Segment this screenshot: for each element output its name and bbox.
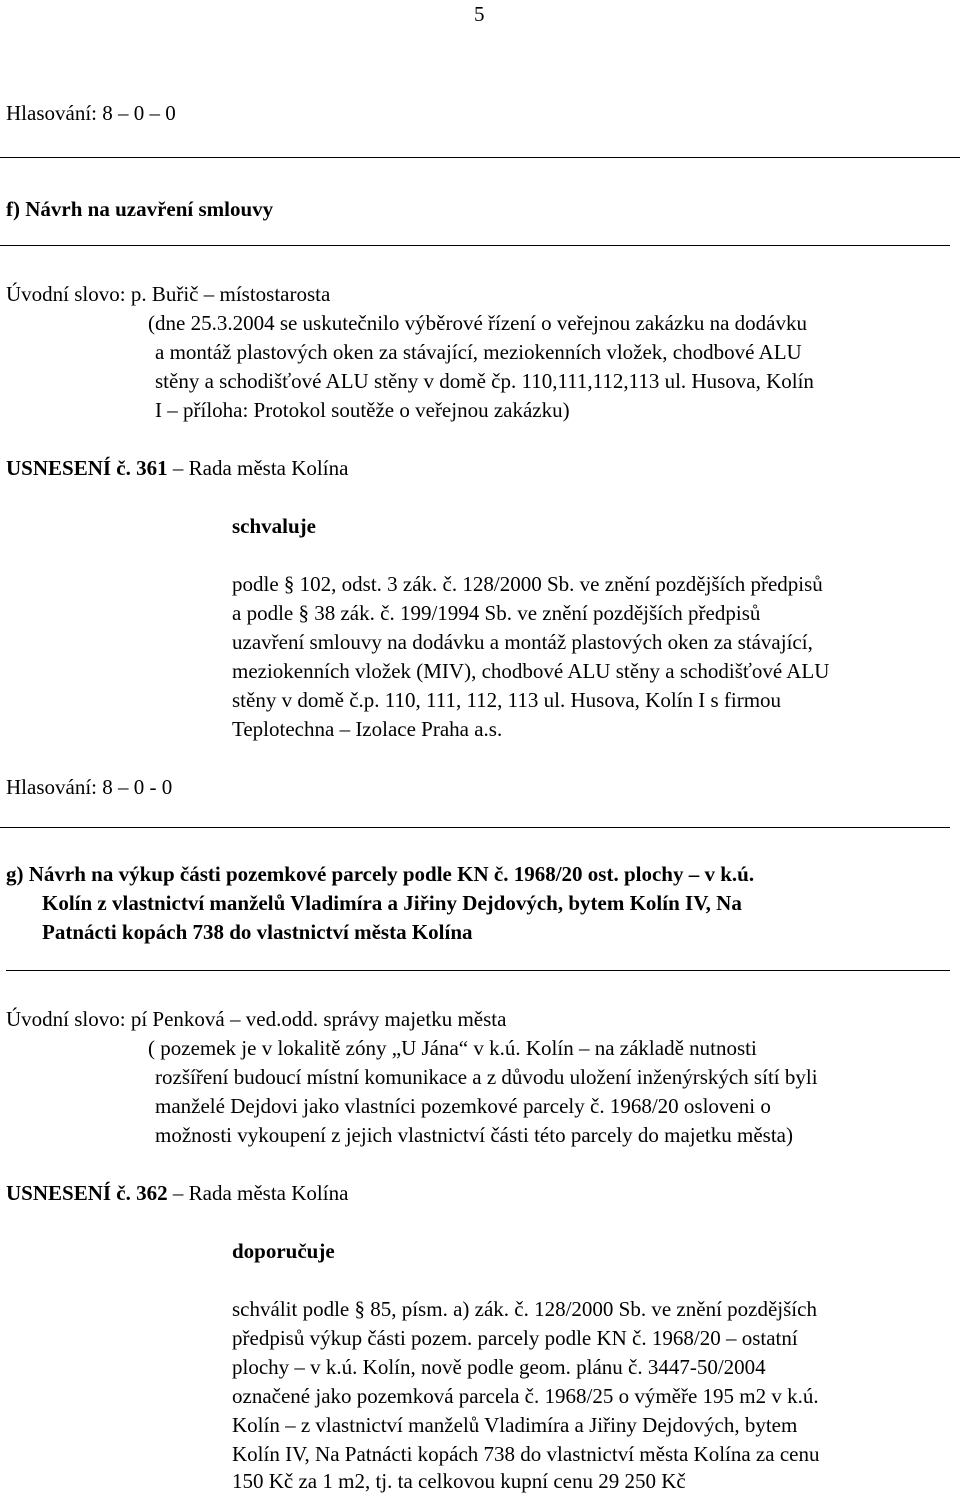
- divider: [0, 157, 960, 158]
- item-f-intro-line: stěny a schodišťové ALU stěny v domě čp. 110,111,112,113 ul. Husova, Kolín: [155, 369, 814, 393]
- resolution-text-line: označené jako pozemková parcela č. 1968/25 o výměře 195 m2 v k.ú.: [232, 1384, 819, 1408]
- item-g-heading-line: Patnácti kopách 738 do vlastnictví města Kolína: [42, 920, 473, 944]
- resolution-text-line: uzavření smlouvy na dodávku a montáž plastových oken za stávající,: [232, 630, 813, 654]
- resolution-text-line: předpisů výkup části pozem. parcely podle KN č. 1968/20 – ostatní: [232, 1326, 798, 1350]
- item-f-intro-line: a montáž plastových oken za stávající, meziokenních vložek, chodbové ALU: [155, 340, 802, 364]
- item-f-intro-line: (dne 25.3.2004 se uskutečnilo výběrové řízení o veřejnou zakázku na dodávku: [148, 311, 807, 335]
- item-g-intro: Úvodní slovo: pí Penková – ved.odd. správy majetku města: [6, 1007, 507, 1031]
- resolution-361: [6, 458, 348, 479]
- resolution-text-line: meziokenních vložek (MIV), chodbové ALU stěny a schodišťové ALU: [232, 659, 830, 683]
- resolution-362: [6, 1183, 348, 1204]
- resolution-text-line: a podle § 38 zák. č. 199/1994 Sb. ve znění pozdějších předpisů: [232, 601, 761, 625]
- vote-result: Hlasování: 8 – 0 – 0: [6, 101, 176, 125]
- item-f-heading: f) Návrh na uzavření smlouvy: [6, 197, 274, 221]
- divider: [0, 245, 950, 246]
- resolution-body: – Rada města Kolína: [172, 1181, 349, 1205]
- resolution-text-line: Teplotechna – Izolace Praha a.s.: [232, 717, 503, 741]
- vote-result: Hlasování: 8 – 0 - 0: [6, 775, 173, 799]
- resolution-text-line: stěny v domě č.p. 110, 111, 112, 113 ul. Husova, Kolín I s firmou: [232, 688, 782, 712]
- item-f-intro-line: I – příloha: Protokol soutěže o veřejnou zakázku): [155, 398, 570, 422]
- resolution-text-line: Kolín – z vlastnictví manželů Vladimíra a Jiřiny Dejdových, bytem: [232, 1413, 798, 1437]
- resolution-verb: schvaluje: [232, 514, 316, 538]
- divider: [0, 827, 950, 828]
- resolution-body: – Rada města Kolína: [172, 456, 349, 480]
- resolution-number: USNESENÍ č. 361: [6, 456, 168, 480]
- item-g-intro-line: ( pozemek je v lokalitě zóny „U Jána“ v k.ú. Kolín – na základě nutnosti: [148, 1036, 757, 1060]
- divider: [6, 970, 950, 971]
- item-g-intro-line: rozšíření budoucí místní komunikace a z důvodu uložení inženýrských sítí byli: [155, 1065, 818, 1089]
- resolution-text-line: 150 Kč za 1 m2, tj. ta celkovou kupní cenu 29 250 Kč: [232, 1469, 686, 1493]
- item-g-heading-line: Kolín z vlastnictví manželů Vladimíra a Jiřiny Dejdových, bytem Kolín IV, Na: [42, 891, 742, 915]
- resolution-text-line: plochy – v k.ú. Kolín, nově podle geom. plánu č. 3447-50/2004: [232, 1355, 766, 1379]
- resolution-text-line: schválit podle § 85, písm. a) zák. č. 128/2000 Sb. ve znění pozdějších: [232, 1297, 817, 1321]
- item-g-intro-line: možnosti vykoupení z jejich vlastnictví části této parcely do majetku města): [155, 1123, 793, 1147]
- resolution-verb: doporučuje: [232, 1239, 335, 1263]
- item-g-intro-line: manželé Dejdovi jako vlastníci pozemkové parcely č. 1968/20 osloveni o: [155, 1094, 771, 1118]
- item-f-intro: Úvodní slovo: p. Buřič – místostarosta: [6, 282, 331, 306]
- page-number: 5: [474, 2, 485, 26]
- resolution-text-line: podle § 102, odst. 3 zák. č. 128/2000 Sb. ve znění pozdějších předpisů: [232, 572, 823, 596]
- item-g-heading-line: g) Návrh na výkup části pozemkové parcely podle KN č. 1968/20 ost. plochy – v k.ú.: [6, 862, 755, 886]
- resolution-text-line: Kolín IV, Na Patnácti kopách 738 do vlastnictví města Kolína za cenu: [232, 1442, 820, 1466]
- resolution-number: USNESENÍ č. 362: [6, 1181, 168, 1205]
